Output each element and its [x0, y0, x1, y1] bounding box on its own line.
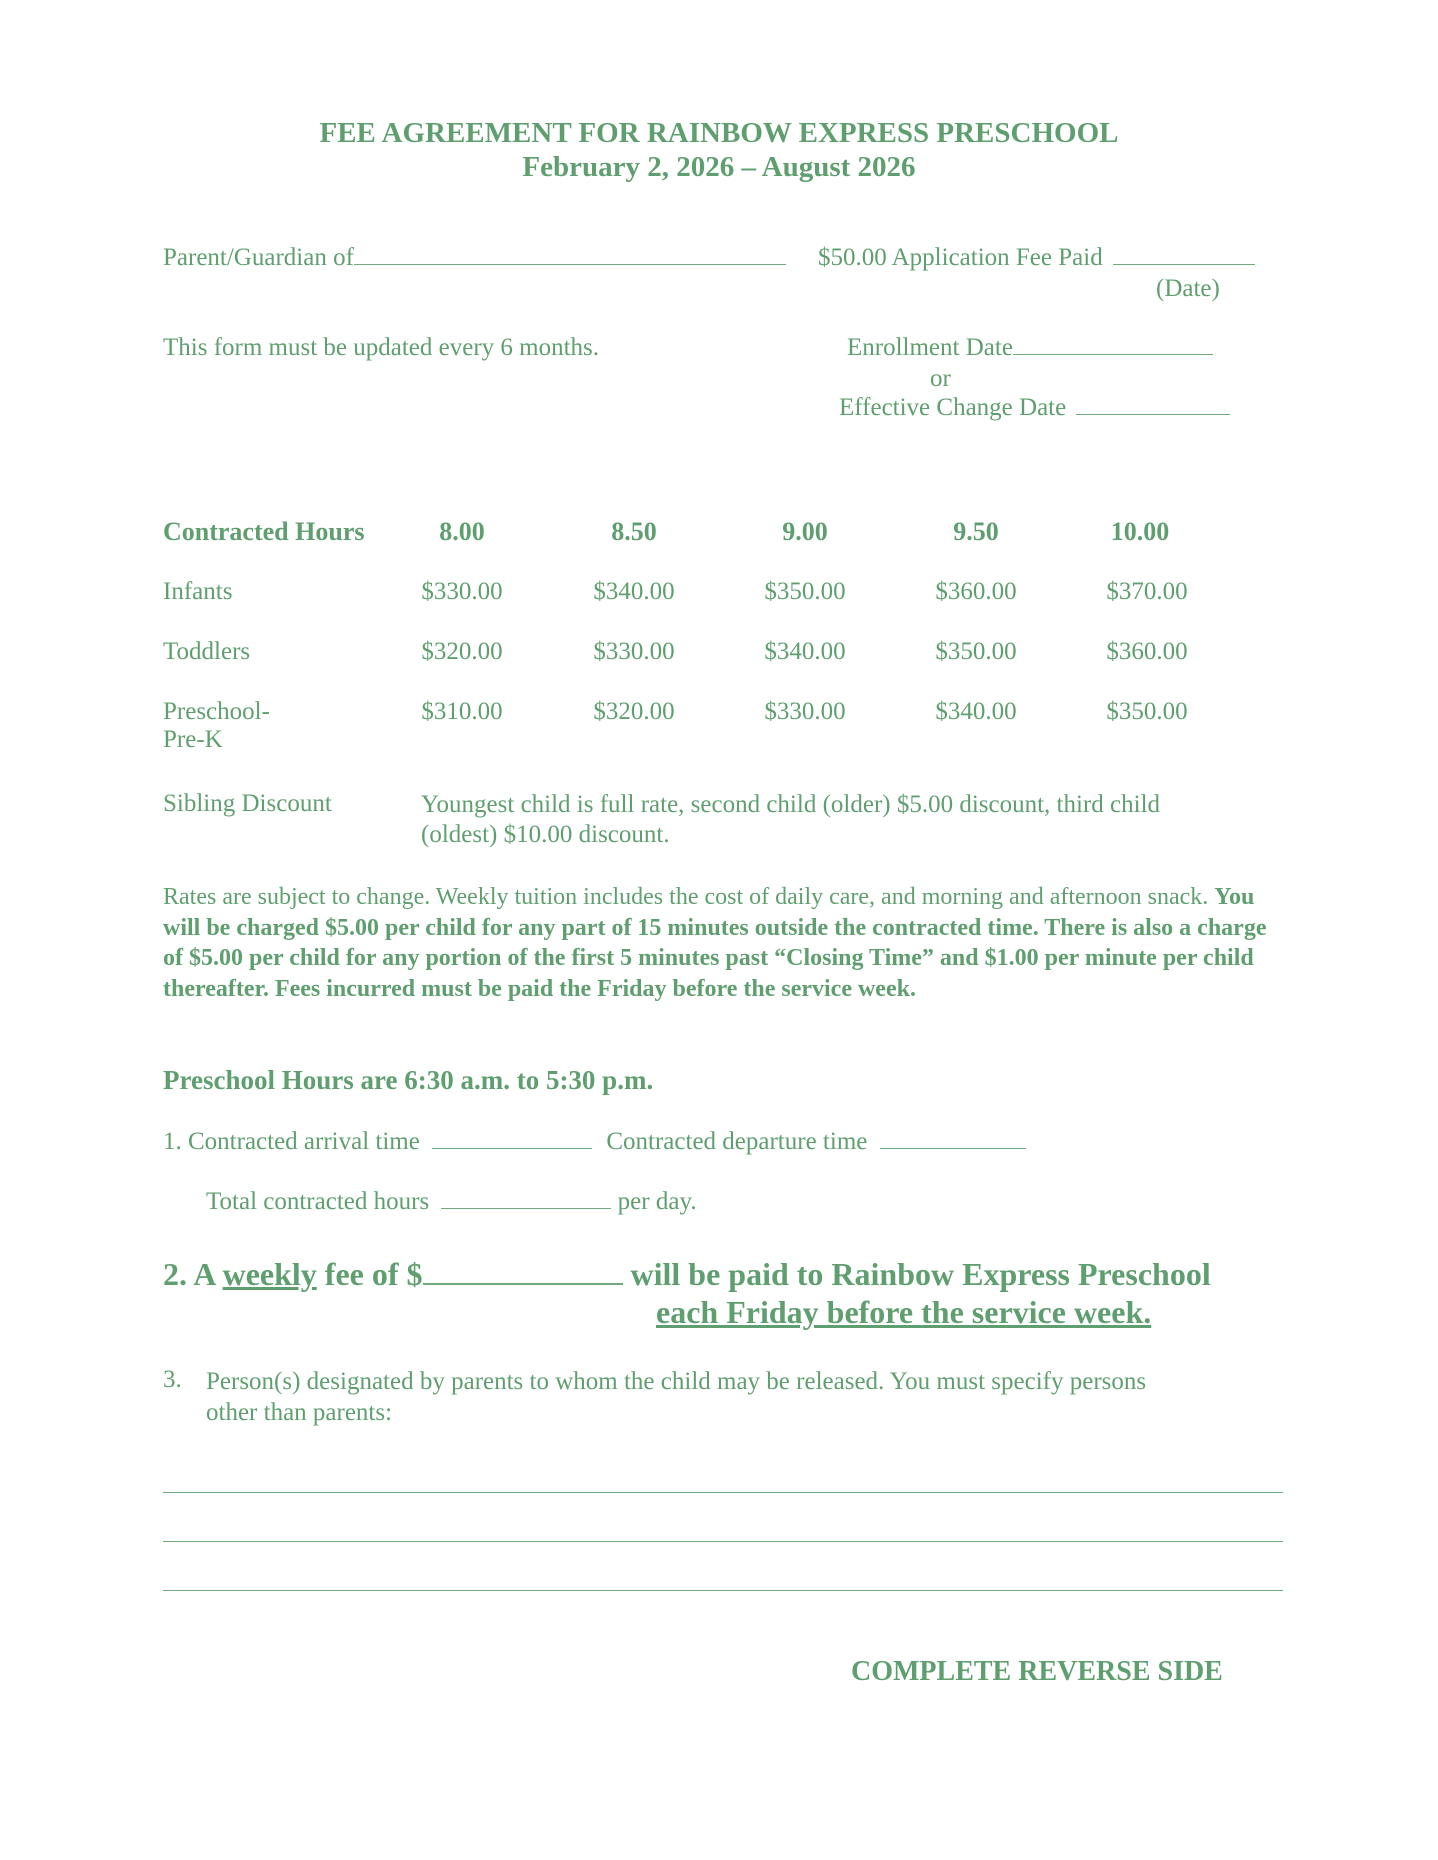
- effective-date-field[interactable]: [1076, 414, 1230, 415]
- weekly-fee-field[interactable]: [423, 1283, 623, 1285]
- table-cell: $340.00: [593, 578, 675, 605]
- app-fee-date-field[interactable]: [1113, 264, 1255, 265]
- update-note: This form must be updated every 6 months.: [163, 334, 600, 361]
- item2-prefix: 2. A: [163, 1256, 215, 1292]
- enrollment-row: [847, 334, 1213, 362]
- table-cell: $330.00: [421, 578, 503, 605]
- item3-line-2: other than parents:: [206, 1399, 393, 1426]
- app-fee-label: $50.00 Application Fee Paid: [818, 244, 1103, 271]
- table-cell: $360.00: [1106, 638, 1188, 665]
- table-cell: $350.00: [764, 578, 846, 605]
- item1-arrival-row: [163, 1128, 1026, 1156]
- designated-person-line-1[interactable]: [163, 1492, 1283, 1493]
- item3-number: 3.: [163, 1366, 182, 1393]
- enrollment-date-field[interactable]: [1013, 354, 1213, 355]
- or-label: or: [930, 365, 951, 392]
- table-cell: $370.00: [1106, 578, 1188, 605]
- per-day-label: per day.: [617, 1188, 697, 1215]
- item2-fee-of: fee of $: [324, 1256, 423, 1292]
- complete-reverse-side: COMPLETE REVERSE SIDE: [851, 1656, 1223, 1687]
- rates-paragraph-normal: Rates are subject to change. Weekly tuition includes the cost of daily care, and morning and afternoon snack.: [163, 884, 1215, 910]
- table-cell: $350.00: [1106, 698, 1188, 725]
- departure-time-field[interactable]: [880, 1148, 1026, 1149]
- hours-col-1: 8.00: [439, 517, 485, 546]
- app-fee-row: [818, 244, 1255, 272]
- item2-row: [163, 1256, 1211, 1293]
- table-cell: $350.00: [935, 638, 1017, 665]
- rates-paragraph-bold: You will be charged $5.00 per child for any part of 15 minutes outside the contracted time. There is also a charge of $5.00 per child for any portion of the first 5 minutes past “Closing Time” and $1.00 per minute per child thereafter. Fees incurred must be paid the Friday before the service week.: [163, 884, 1267, 1002]
- row-label-toddlers: Toddlers: [163, 638, 251, 665]
- item2-each-friday: each Friday before the service week.: [656, 1294, 1152, 1330]
- rates-paragraph: [163, 882, 1281, 1004]
- effective-row: [839, 394, 1230, 422]
- table-cell: $330.00: [593, 638, 675, 665]
- designated-person-line-2[interactable]: [163, 1541, 1283, 1542]
- sibling-discount-text: [421, 790, 1241, 850]
- preschool-hours-heading: Preschool Hours are 6:30 a.m. to 5:30 p.m.: [163, 1065, 654, 1095]
- parent-guardian-row: [163, 244, 786, 272]
- item3-line-1: Person(s) designated by parents to whom the child may be released. You must specify persons: [206, 1368, 1147, 1395]
- item1-number: 1.: [163, 1128, 182, 1155]
- hours-col-3: 9.00: [782, 517, 828, 546]
- effective-label: Effective Change Date: [839, 394, 1067, 421]
- total-hours-field[interactable]: [441, 1208, 611, 1209]
- sibling-line-1: Youngest child is full rate, second child (older) $5.00 discount, third child: [421, 791, 1161, 818]
- departure-label: Contracted departure time: [606, 1128, 868, 1155]
- table-cell: $360.00: [935, 578, 1017, 605]
- table-cell: $340.00: [764, 638, 846, 665]
- form-title: FEE AGREEMENT FOR RAINBOW EXPRESS PRESCHOOL: [319, 117, 1119, 149]
- form-subtitle: February 2, 2026 – August 2026: [522, 151, 916, 183]
- table-cell: $320.00: [421, 638, 503, 665]
- sibling-line-2: (oldest) $10.00 discount.: [421, 821, 670, 848]
- parent-guardian-label: Parent/Guardian of: [163, 244, 354, 271]
- table-cell: $310.00: [421, 698, 503, 725]
- arrival-label: Contracted arrival time: [188, 1128, 420, 1155]
- contracted-hours-header: Contracted Hours: [163, 517, 365, 546]
- row-label-preschool: Preschool-Pre-K: [163, 698, 270, 753]
- hours-col-5: 10.00: [1110, 517, 1170, 546]
- table-cell: $330.00: [764, 698, 846, 725]
- item2-will-be-paid: will be paid to Rainbow Express Preschool: [630, 1256, 1211, 1292]
- item1-total-row: [206, 1188, 697, 1216]
- date-caption: (Date): [1156, 275, 1220, 302]
- enrollment-label: Enrollment Date: [847, 334, 1013, 361]
- table-cell: $340.00: [935, 698, 1017, 725]
- item3-text: [206, 1366, 1146, 1428]
- designated-person-line-3[interactable]: [163, 1590, 1283, 1591]
- item2-weekly: weekly: [222, 1256, 317, 1292]
- hours-col-4: 9.50: [953, 517, 999, 546]
- sibling-discount-label: Sibling Discount: [163, 790, 332, 817]
- hours-col-2: 8.50: [611, 517, 657, 546]
- total-hours-label: Total contracted hours: [206, 1188, 430, 1215]
- arrival-time-field[interactable]: [432, 1148, 592, 1149]
- parent-guardian-field[interactable]: [354, 264, 786, 265]
- table-cell: $320.00: [593, 698, 675, 725]
- row-label-infants: Infants: [163, 578, 233, 605]
